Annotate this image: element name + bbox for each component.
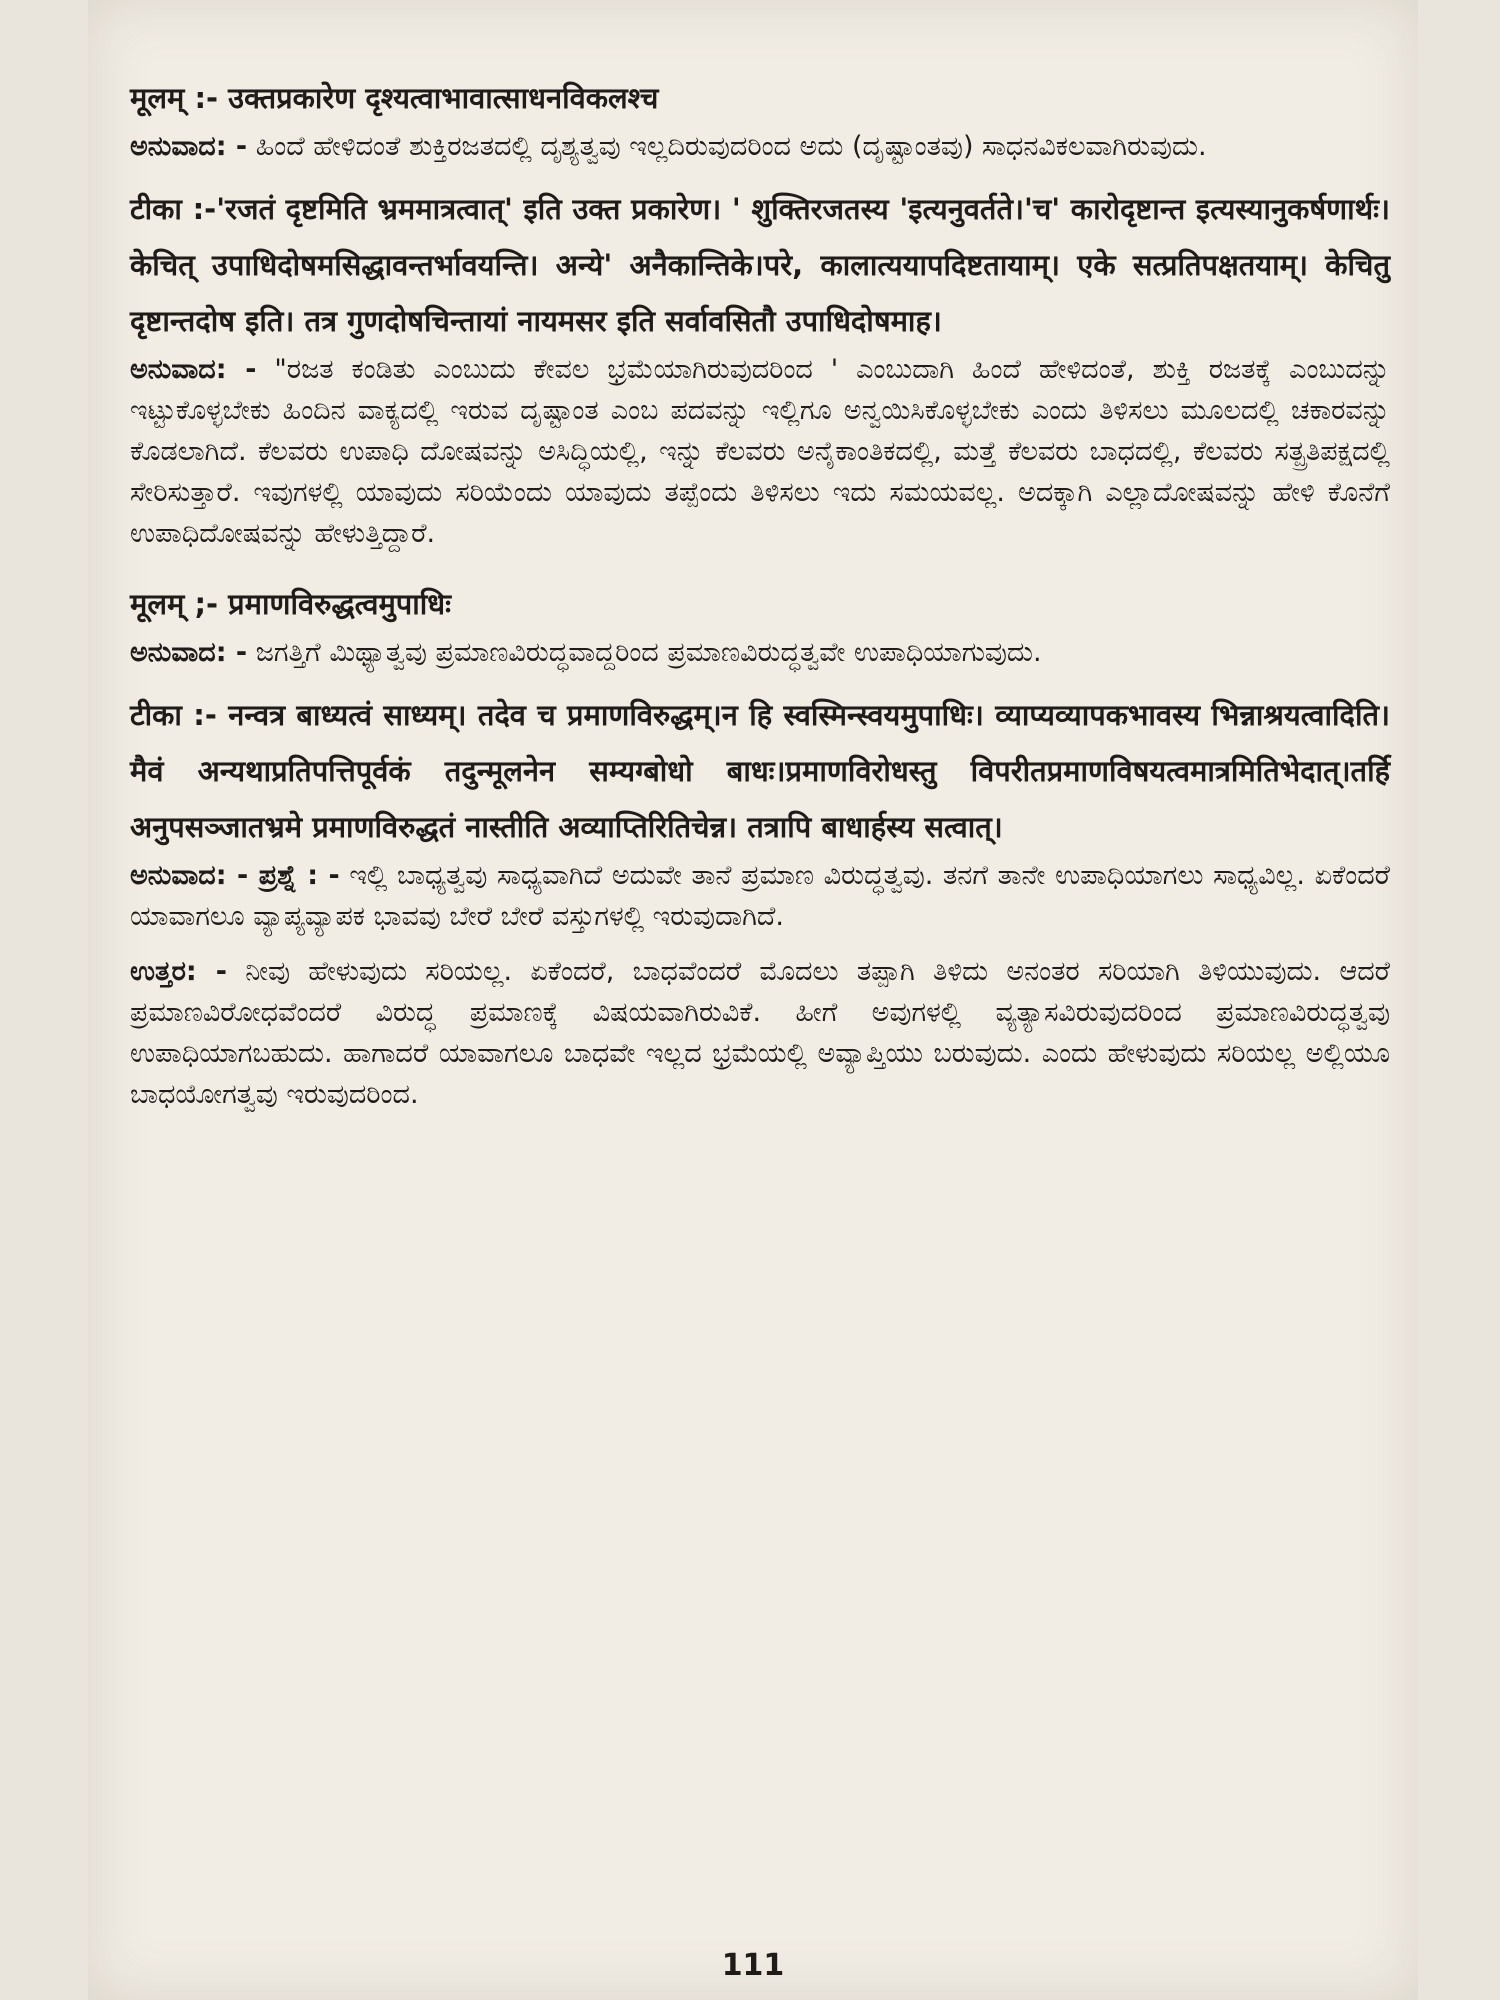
anuvada-label: ಅನುವಾದ: -	[130, 354, 257, 385]
anuvada-prashne: ಅನುವಾದ: - ಪ್ರಶ್ನೆ : - ಇಲ್ಲಿ ಬಾಧ್ಯತ್ವವು ಸಾಧ್ಯವಾಗಿದೆ ಅದುವೇ ತಾನೆ ಪ್ರಮಾಣ ವಿರುದ್ಧತ್ವವು. ತನಗೆ ತಾನೇ ಉಪಾಧಿಯಾಗಲು ಸಾಧ್ಯವಿಲ್ಲ. ಏಕೆಂದರೆ ಯಾವಾಗಲೂ ವ್ಯಾಪ್ಯವ್ಯಾಪಕ ಭಾವವು ಬೇರೆ ಬೇರೆ ವಸ್ತುಗಳಲ್ಲಿ ಇರುವುದಾಗಿದೆ.	[130, 860, 1390, 932]
anuvada-label: ಅನುವಾದ: - ಪ್ರಶ್ನೆ : -	[130, 860, 340, 891]
anuvada-label: ಅನುವಾದ: -	[130, 131, 248, 162]
tika-2: टीका :- नन्वत्र बाध्यत्वं साध्यम्। तदेव च प्रमाणविरुद्धम्।न हि स्वस्मिन्स्वयमुपाधिः। व्याप्यव्यापकभावस्य भिन्नाश्रयत्वादिति।मैवं अन्यथाप्रतिपत्तिपूर्वकं तदुन्मूलनेन सम्यग्बोधो बाधः।प्रमाणविरोधस्तु विपरीतप्रमाणविषयत्वमात्रमितिभेदात्।तर्हि अनुपसञ्जातभ्रमे प्रमाणविरुद्धतं नास्तीति अव्याप्तिरितिचेन्न। तत्रापि बाधार्हस्य सत्वात्।	[130, 698, 1390, 844]
tika-1: टीका :-'रजतं दृष्टमिति भ्रममात्रत्वात्' इति उक्त प्रकारेण। ' शुक्तिरजतस्य 'इत्यनुवर्तते।'च' कारोदृष्टान्त इत्यस्यानुकर्षणार्थः। केचित् उपाधिदोषमसिद्धावन्तर्भावयन्ति। अन्ये' अनैकान्तिके।परे, कालात्ययापदिष्टतायाम्। एके सत्प्रतिपक्षतयाम्। केचितु दृष्टान्तदोष इति। तत्र गुणदोषचिन्तायां नायमसर इति सर्वावसितौ उपाधिदोषमाह।	[130, 192, 1390, 338]
anuvada-3: ಅನುವಾದ: - ಜಗತ್ತಿಗೆ ಮಿಥ್ಯಾತ್ವವು ಪ್ರಮಾಣವಿರುದ್ಧವಾದ್ದರಿಂದ ಪ್ರಮಾಣವಿರುದ್ಧತ್ವವೇ ಉಪಾಧಿಯಾಗುವುದು.	[130, 637, 1042, 668]
mulam-verse-2: मूलम् ;- प्रमाणविरुद्धत्वमुपाधिः	[130, 587, 451, 621]
uttara-label: ಉತ್ತರ: -	[130, 956, 227, 987]
page-content	[130, 70, 1390, 1115]
mulam-verse-1: मूलम् :- उक्तप्रकारेण दृश्यत्वाभावात्साधनविकलश्च	[130, 81, 659, 115]
anuvada-2: ಅನುವಾದ: - "ರಜತ ಕಂಡಿತು ಎಂಬುದು ಕೇವಲ ಭ್ರಮೆಯಾಗಿರುವುದರಿಂದ ' ಎಂಬುದಾಗಿ ಹಿಂದೆ ಹೇಳಿದಂತೆ, ಶುಕ್ತಿ ರಜತಕ್ಕೆ ಎಂಬುದನ್ನು ಇಟ್ಟುಕೊಳ್ಳಬೇಕು ಹಿಂದಿನ ವಾಕ್ಯದಲ್ಲಿ ಇರುವ ದೃಷ್ಟಾಂತ ಎಂಬ ಪದವನ್ನು ಇಲ್ಲಿಗೂ ಅನ್ವಯಿಸಿಕೊಳ್ಳಬೇಕು ಎಂದು ತಿಳಿಸಲು ಮೂಲದಲ್ಲಿ ಚಕಾರವನ್ನು ಕೊಡಲಾಗಿದೆ. ಕೆಲವರು ಉಪಾಧಿ ದೋಷವನ್ನು ಅಸಿದ್ಧಿಯಲ್ಲಿ, ಇನ್ನು ಕೆಲವರು ಅನೈಕಾಂತಿಕದಲ್ಲಿ, ಮತ್ತೆ ಕೆಲವರು ಬಾಧದಲ್ಲಿ, ಕೆಲವರು ಸತ್ಪ್ರತಿಪಕ್ಷದಲ್ಲಿ ಸೇರಿಸುತ್ತಾರೆ. ಇವುಗಳಲ್ಲಿ ಯಾವುದು ಸರಿಯೆಂದು ಯಾವುದು ತಪ್ಪೆಂದು ತಿಳಿಸಲು ಇದು ಸಮಯವಲ್ಲ. ಅದಕ್ಕಾಗಿ ಎಲ್ಲಾದೋಷವನ್ನು ಹೇಳಿ ಕೊನೆಗೆ ಉಪಾಧಿದೋಷವನ್ನು ಹೇಳುತ್ತಿದ್ದಾರೆ.	[130, 354, 1391, 549]
book-page	[88, 0, 1418, 2000]
uttara: ಉತ್ತರ: - ನೀವು ಹೇಳುವುದು ಸರಿಯಲ್ಲ. ಏಕೆಂದರೆ, ಬಾಧವೆಂದರೆ ಮೊದಲು ತಪ್ಪಾಗಿ ತಿಳಿದು ಅನಂತರ ಸರಿಯಾಗಿ ತಿಳಿಯುವುದು. ಆದರೆ ಪ್ರಮಾಣವಿರೋಧವೆಂದರೆ ವಿರುದ್ಧ ಪ್ರಮಾಣಕ್ಕೆ ವಿಷಯವಾಗಿರುವಿಕೆ. ಹೀಗೆ ಅವುಗಳಲ್ಲಿ ವ್ಯತ್ಯಾಸವಿರುವುದರಿಂದ ಪ್ರಮಾಣವಿರುದ್ಧತ್ವವು ಉಪಾಧಿಯಾಗಬಹುದು. ಹಾಗಾದರೆ ಯಾವಾಗಲೂ ಬಾಧವೇ ಇಲ್ಲದ ಭ್ರಮೆಯಲ್ಲಿ ಅವ್ಯಾಪ್ತಿಯು ಬರುವುದು. ಎಂದು ಹೇಳುವುದು ಸರಿಯಲ್ಲ ಅಲ್ಲಿಯೂ ಬಾಧಯೋಗತ್ವವು ಇರುವುದರಿಂದ.	[130, 956, 1390, 1110]
page-number: 111	[721, 1948, 785, 1983]
anuvada-label: ಅನುವಾದ: -	[130, 637, 248, 668]
anuvada-1: ಅನುವಾದ: - ಹಿಂದೆ ಹೇಳಿದಂತೆ ಶುಕ್ತಿರಜತದಲ್ಲಿ ದೃಶ್ಯತ್ವವು ಇಲ್ಲದಿರುವುದರಿಂದ ಅದು (ದೃಷ್ಟಾಂತವು) ಸಾಧನವಿಕಲವಾಗಿರುವುದು.	[130, 131, 1207, 162]
